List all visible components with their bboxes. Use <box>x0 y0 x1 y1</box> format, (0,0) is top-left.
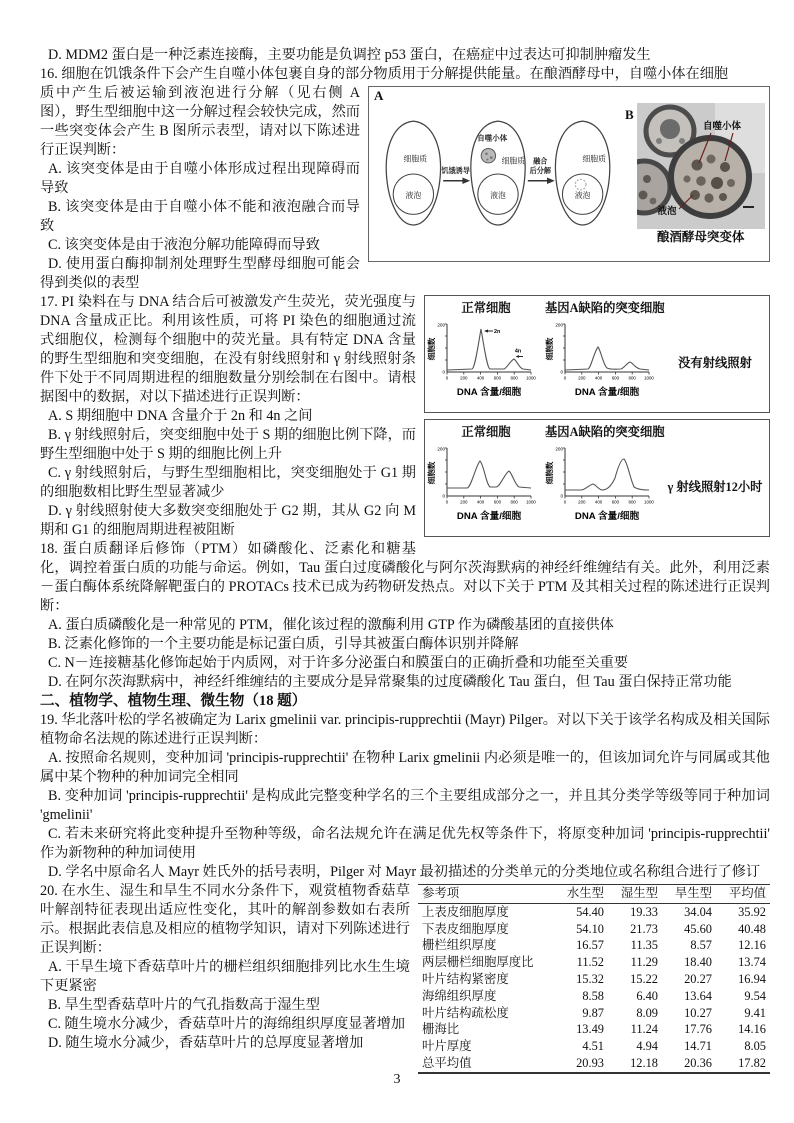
row-label: 叶片结构紧密度 <box>422 971 509 986</box>
table-row <box>418 971 770 988</box>
q18-option-d: D. 在阿尔茨海默病中，神经纤维缠结的主要成分是异常聚集的过度磷酸化 Tau 蛋白，但 Tau 蛋白保持正常功能 <box>48 674 732 690</box>
x-tick: 0 <box>563 499 567 505</box>
x-axis-label: DNA 含量/细胞 <box>574 387 640 398</box>
q19-option-c: C. 若未来研究将此变种提升至物种等级，命名法规允许在满足优先权等条件下，将原变种加词 'principis-rupprechtii' 作为新物种的种加词使用 <box>40 826 770 861</box>
cell: 16.57 <box>576 938 604 953</box>
q20-table-wrap <box>418 884 770 1074</box>
y-max-tick: 200 <box>555 322 563 328</box>
cell: 54.40 <box>576 904 604 919</box>
x-tick: 200 <box>460 499 468 505</box>
x-tick: 800 <box>510 375 518 381</box>
row-label: 栅海比 <box>422 1022 460 1037</box>
x-tick: 0 <box>445 499 449 505</box>
cell: 8.05 <box>744 1039 766 1054</box>
x-tick: 400 <box>594 499 603 505</box>
q16-option-d: D. 使用蛋白酶抑制剂处理野生型酵母细胞可能会得到类似的表型 <box>40 256 360 291</box>
y-max-tick: 200 <box>437 322 445 328</box>
vacuole-label: 液泡 <box>574 191 591 201</box>
autophagosome-label: 自噬小体 <box>702 121 741 132</box>
cell: 17.76 <box>684 1022 712 1037</box>
row-label: 总平均值 <box>422 1055 472 1070</box>
y-min-tick: 0 <box>442 369 445 375</box>
row-label: 栅栏组织厚度 <box>422 938 497 953</box>
cell: 20.27 <box>684 971 712 986</box>
cell: 45.60 <box>684 921 712 936</box>
histogram-mutant-gamma <box>545 440 663 534</box>
cell: 35.92 <box>738 904 766 919</box>
table-row <box>418 903 770 920</box>
y-min-tick: 0 <box>442 493 445 499</box>
cell: 19.33 <box>630 904 658 919</box>
y-axis-label: 细胞数 <box>545 337 554 361</box>
table-header-row <box>418 885 770 904</box>
y-min-tick: 0 <box>560 369 563 375</box>
col-title-mutant: 基因A缺陷的突变细胞 <box>545 301 665 315</box>
cell: 13.49 <box>576 1022 604 1037</box>
q16-block <box>40 84 770 293</box>
q16-option-a: A. 该突变体是由于自噬小体形成过程出现障碍而导致 <box>40 161 360 196</box>
cell: 20.93 <box>576 1055 604 1070</box>
cell: 9.54 <box>744 988 766 1003</box>
cell: 4.94 <box>636 1039 658 1054</box>
col-header: 旱生型 <box>662 885 716 904</box>
fusion-arrow-label-line1: 融合 <box>533 157 548 166</box>
q20-option-c: C. 随生境水分减少，香菇草叶片的海绵组织厚度显著增加 <box>48 1016 406 1032</box>
row-label: 下表皮细胞厚度 <box>422 921 509 936</box>
row-label: 叶片厚度 <box>422 1039 472 1054</box>
cell: 11.29 <box>630 955 658 970</box>
col-header: 湿生型 <box>608 885 662 904</box>
cell: 14.71 <box>684 1039 712 1054</box>
cell: 6.40 <box>636 988 658 1003</box>
table-row <box>418 988 770 1005</box>
x-tick: 0 <box>563 375 567 381</box>
cell: 11.52 <box>576 955 604 970</box>
q19-option-a: A. 按照命名规则，变种加词 'principis-rupprechtii' 在物种 Larix gmelinii 内必须是唯一的，但该加词允许与同属或其他属中某个物种的种加词完全相同 <box>40 750 770 785</box>
yeast-mutant-micrograph <box>637 103 765 229</box>
histogram-row-1 <box>424 295 770 413</box>
starvation-arrow-label: 饥饿诱导 <box>441 167 470 176</box>
fusion-arrow-label-line2: 后分解 <box>529 167 551 176</box>
q19-option-b: B. 变种加词 'principis-rupprechtii' 是构成此完整变种学名的三个主要组成部分之一，并且其分类学等级等同于种加词 'gmelinii' <box>40 788 770 823</box>
table-row <box>418 921 770 938</box>
q20-option-d: D. 随生境水分减少，香菇草叶片的总厚度显著增加 <box>48 1035 364 1051</box>
q16-option-b: B. 该突变体是由于自噬小体不能和液泡融合而导致 <box>40 199 360 234</box>
vacuole-label: 液泡 <box>490 191 506 201</box>
x-tick: 400 <box>594 375 603 381</box>
cell: 15.32 <box>576 971 604 986</box>
cell: 13.64 <box>684 988 712 1003</box>
row-label: 上表皮细胞厚度 <box>422 904 509 919</box>
cell: 14.16 <box>738 1022 766 1037</box>
cell: 8.58 <box>582 988 604 1003</box>
q15-option-d: D. MDM2 蛋白是一种泛素连接酶，主要功能是负调控 p53 蛋白，在癌症中过表达可抑制肿瘤发生 <box>48 47 651 63</box>
page-content <box>40 46 770 1076</box>
x-tick: 600 <box>611 375 620 381</box>
table-row <box>418 1005 770 1022</box>
q19-intro: 19. 华北落叶松的学名被确定为 Larix gmelinii var. principis-rupprechtii (Mayr) Pilger。对以下关于该学名构成及相关国际植物命名法规的陈述进行正误判断： <box>40 712 770 747</box>
col-title-mutant: 基因A缺陷的突变细胞 <box>545 425 665 439</box>
vacuole-label: 液泡 <box>657 206 677 217</box>
row1-condition-label: 没有射线照射 <box>678 355 752 370</box>
y-min-tick: 0 <box>560 493 563 499</box>
x-tick: 800 <box>510 499 518 505</box>
cell: 11.35 <box>630 938 658 953</box>
q18-option-c: C. N－连接糖基化修饰起始于内质网，对于许多分泌蛋白和膜蛋白的正确折叠和功能至关重要 <box>48 655 629 671</box>
q16-intro-line1: 16. 细胞在饥饿条件下会产生自噬小体包裹自身的部分物质用于分解提供能量。在酿酒酵母中，自噬小体在细胞 <box>40 66 729 82</box>
cell: 17.82 <box>738 1055 766 1070</box>
cell: 11.24 <box>630 1022 658 1037</box>
q17-option-a: A. S 期细胞中 DNA 含量介于 2n 和 4n 之间 <box>48 408 313 424</box>
q18-intro: 18. 蛋白质翻译后修饰（PTM）如磷酸化、泛素化和糖基化，调控着蛋白质的功能与命运。例如，Tau 蛋白过度磷酸化与阿尔茨海默病的神经纤维缠结有关。此外，利用泛素－蛋白酶体系统降解靶蛋白的 PROTACs 技术已成为药物研发热点。对以下关于 PTM 及其相关过程的陈述进行正误判断： <box>40 541 770 614</box>
x-axis-label: DNA 含量/细胞 <box>456 387 522 398</box>
col-header: 参考项 <box>418 885 554 904</box>
yeast-autophagy-diagram <box>373 104 623 244</box>
col-header: 平均值 <box>716 885 770 904</box>
cell: 16.94 <box>738 971 766 986</box>
x-axis-label: DNA 含量/细胞 <box>574 511 640 522</box>
col-title-normal: 正常细胞 <box>461 425 511 439</box>
cell: 8.57 <box>690 938 712 953</box>
col-title-normal: 正常细胞 <box>461 301 511 315</box>
x-tick: 600 <box>493 375 502 381</box>
cytoplasm-label: 细胞质 <box>501 156 526 166</box>
x-tick: 200 <box>460 375 468 381</box>
cytoplasm-label: 细胞质 <box>582 154 606 164</box>
cell: 8.09 <box>636 1005 658 1020</box>
q16-figure <box>368 86 770 262</box>
q20-block <box>40 882 770 1070</box>
x-tick: 1000 <box>644 375 654 381</box>
x-tick: 600 <box>611 499 620 505</box>
q20-intro: 20. 在水生、湿生和旱生不同水分条件下，观赏植物香菇草叶解剖特征表现出适应性变化，其叶的解剖参数如右表所示。根据此表信息及相应的植物学知识，请对下列陈述进行正误判断： <box>40 883 410 956</box>
table-row <box>418 954 770 971</box>
x-tick: 1000 <box>526 499 536 505</box>
cell: 9.41 <box>744 1005 766 1020</box>
q18-option-b: B. 泛素化修饰的一个主要功能是标记蛋白质，引导其被蛋白酶体识别并降解 <box>48 636 519 652</box>
q17-block <box>40 293 770 692</box>
row-label: 海绵组织厚度 <box>422 988 497 1003</box>
x-axis-label: DNA 含量/细胞 <box>456 511 522 522</box>
cell: 34.04 <box>684 904 712 919</box>
q17-option-c: C. γ 射线照射后，与野生型细胞相比，突变细胞处于 G1 期的细胞数相比野生型显著减少 <box>40 465 416 500</box>
q16-intro-rest: 质中产生后被运输到液泡进行分解（见右侧 A 图），野生型细胞中这一分解过程会较快完成，然而一些突变体会产生 B 图所示表型，请对以下陈述进行正误判断： <box>40 85 360 158</box>
cell: 40.48 <box>738 921 766 936</box>
q16-option-c: C. 该突变体是由于液泡分解功能障碍而导致 <box>48 237 320 253</box>
y-axis-label: 细胞数 <box>427 337 436 361</box>
cell: 18.40 <box>684 955 712 970</box>
page-number: 3 <box>393 1072 401 1087</box>
x-tick: 200 <box>578 375 586 381</box>
x-tick: 400 <box>476 375 485 381</box>
cell: 10.27 <box>684 1005 712 1020</box>
q17-option-b: B. γ 射线照射后，突变细胞中处于 S 期的细胞比例下降，而野生型细胞中处于 S 期的细胞比例上升 <box>40 427 416 462</box>
cell: 13.74 <box>738 955 766 970</box>
section-2-heading: 二、植物学、植物生理、微生物（18 题） <box>40 693 307 709</box>
col-header: 水生型 <box>554 885 608 904</box>
panel-a-label: A <box>374 88 384 103</box>
q17-intro: 17. PI 染料在与 DNA 结合后可被激发产生荧光，荧光强度与 DNA 含量成正比。利用该性质，可将 PI 染色的细胞通过流式细胞仪，检测每个细胞中的荧光量。具有特定 DNA 含量的野生型细胞和突变细胞，在没有射线照射和 γ 射线照射条件下处于不同周期进程的细胞数量分别绘制在右图中。请根据图中的数据，对以下描述进行正误判断： <box>40 294 416 405</box>
table-row <box>418 1021 770 1038</box>
q19-option-d: D. 学名中原命名人 Mayr 姓氏外的括号表明，Pilger 对 Mayr 最初描述的分类单元的分类地位或名称组合进行了修订 <box>48 864 761 880</box>
y-max-tick: 200 <box>555 446 563 452</box>
q20-option-b: B. 旱生型香菇草叶片的气孔指数高于湿生型 <box>48 997 320 1013</box>
x-tick: 1000 <box>526 375 536 381</box>
cell: 9.87 <box>582 1005 604 1020</box>
cell: 54.10 <box>576 921 604 936</box>
x-tick: 200 <box>578 499 586 505</box>
q18-option-a: A. 蛋白质磷酸化是一种常见的 PTM，催化该过程的激酶利用 GTP 作为磷酸基团的直接供体 <box>48 617 614 633</box>
row-label: 两层栅栏细胞厚度比 <box>422 955 534 970</box>
cell: 15.22 <box>630 971 658 986</box>
micrograph-caption: 酿酒酵母突变体 <box>656 230 745 244</box>
q17-figure <box>424 295 770 543</box>
histogram-row-2 <box>424 419 770 537</box>
table-row <box>418 937 770 954</box>
cell: 20.36 <box>684 1055 712 1070</box>
row2-condition-label: γ 射线照射12小时 <box>667 479 763 494</box>
x-tick: 600 <box>493 499 502 505</box>
histogram-mutant-noirradiation <box>545 316 663 410</box>
y-max-tick: 200 <box>437 446 445 452</box>
cell: 4.51 <box>582 1039 604 1054</box>
x-tick: 1000 <box>644 499 654 505</box>
table-row <box>418 1038 770 1055</box>
cytoplasm-label: 细胞质 <box>403 154 428 164</box>
panel-b-label: B <box>625 107 634 122</box>
x-tick: 800 <box>628 499 636 505</box>
q20-option-a: A. 干旱生境下香菇草叶片的栅栏组织细胞排列比水生生境下更紧密 <box>40 959 410 994</box>
y-axis-label: 细胞数 <box>545 461 554 485</box>
panel-b <box>625 103 765 245</box>
x-tick: 400 <box>476 499 485 505</box>
cell: 12.16 <box>738 938 766 953</box>
autophagosome-label: 自噬小体 <box>477 133 508 143</box>
leaf-anatomy-table <box>418 884 770 1074</box>
histogram-normal-gamma <box>427 440 545 534</box>
row-label: 叶片结构疏松度 <box>422 1005 509 1020</box>
x-tick: 0 <box>445 375 449 381</box>
annotation-4n: 4n <box>514 348 522 355</box>
vacuole-label: 液泡 <box>405 191 422 201</box>
annotation-2n: 2n <box>494 329 501 335</box>
q17-option-d: D. γ 射线照射使大多数突变细胞处于 G2 期，其从 G2 向 M 期和 G1 的细胞周期进程被阻断 <box>40 503 416 538</box>
cell: 21.73 <box>630 921 658 936</box>
histogram-normal-noirradiation <box>427 316 545 410</box>
y-axis-label: 细胞数 <box>427 461 436 485</box>
x-tick: 800 <box>628 375 636 381</box>
cell: 12.18 <box>630 1055 658 1070</box>
